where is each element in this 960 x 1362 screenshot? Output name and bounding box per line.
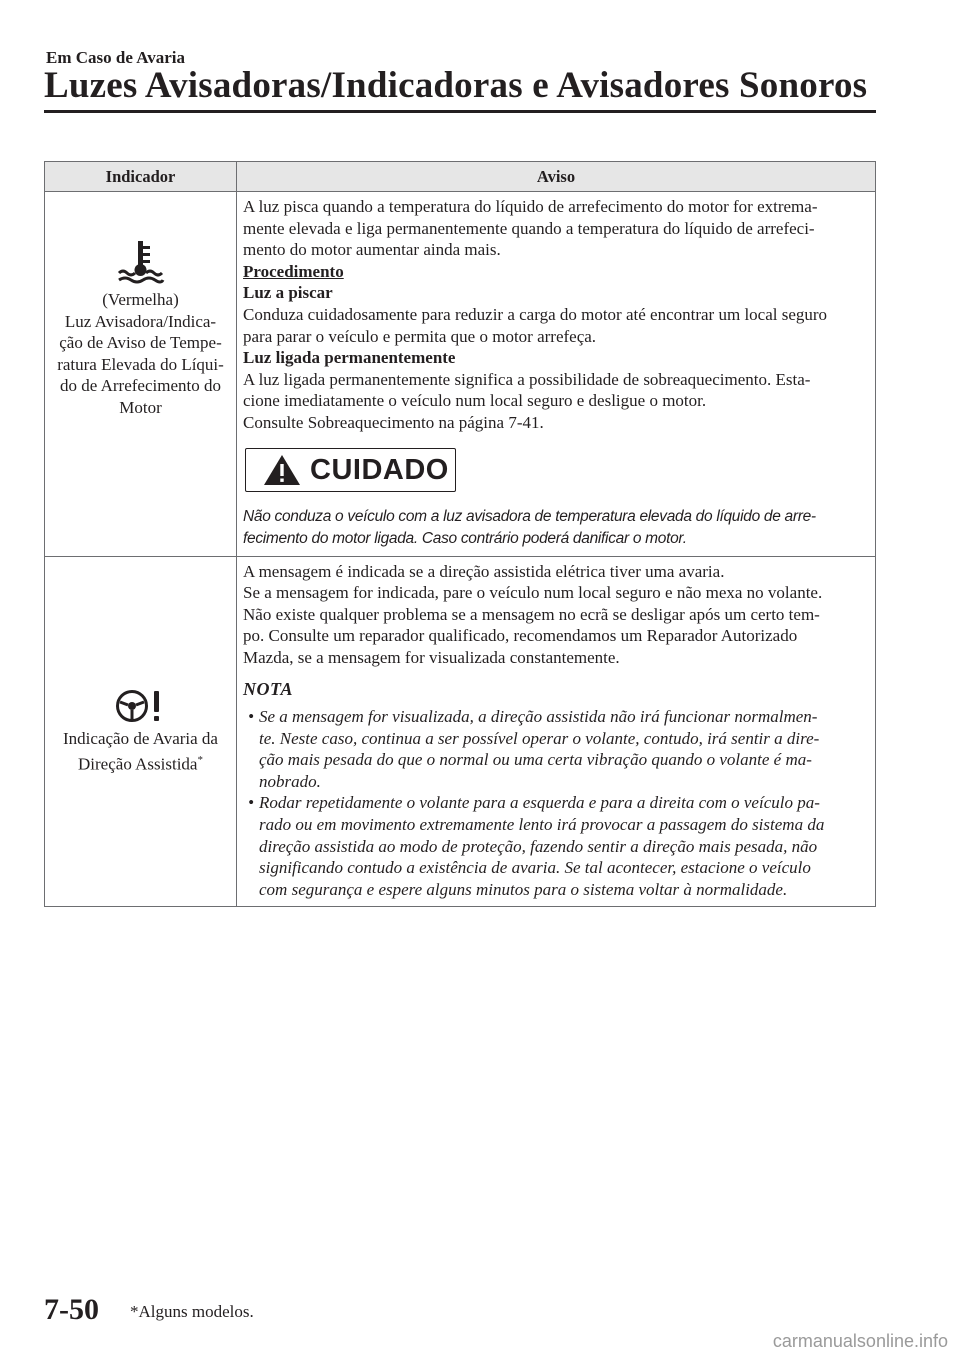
- warning-text-line: cione imediatamente o veículo num local seguro e desligue o motor.: [243, 391, 707, 411]
- indicator-name: [45, 311, 236, 419]
- note-text-line: rado ou em movimento extremamente lento irá provocar a passagem do sistema da: [259, 815, 825, 835]
- warning-text-line: para parar o veículo e permita que o motor arrefeça.: [243, 326, 597, 346]
- warning-text-line: mente elevada e liga permanentemente quando a temperatura do líquido de arrefeci-: [243, 218, 815, 238]
- warning-text-line: A luz ligada permanentemente significa a possibilidade de sobreaquecimento. Esta-: [243, 369, 811, 389]
- caution-text-line: fecimento do motor ligada. Caso contrário poderá danificar o motor.: [243, 529, 687, 547]
- warning-text-line: Mazda, se a mensagem for visualizada constantemente.: [243, 647, 620, 667]
- indicator-color: (Vermelha): [102, 289, 179, 309]
- note-text-line: Rodar repetidamente o volante para a esquerda e para a direita com o veículo pa-: [259, 793, 820, 813]
- steering-warning-icon: [45, 688, 236, 724]
- indicator-name-line: Indicação de Avaria da: [63, 729, 218, 749]
- page-number: 7-50: [44, 1293, 99, 1326]
- warning-text-line: A luz pisca quando a temperatura do líquido de arrefecimento do motor for extrema-: [243, 197, 818, 216]
- indicator-name-line: Motor: [119, 397, 162, 417]
- note-text-line: com segurança e espere alguns minutos para o sistema voltar à normalidade.: [259, 879, 788, 899]
- footnote: *Alguns modelos.: [130, 1302, 254, 1321]
- steady-heading: Luz ligada permanentemente: [243, 348, 456, 368]
- page-title: Luzes Avisadoras/Indicadoras e Avisadores Sonoros: [44, 65, 868, 106]
- watermark: carmanualsonline.info: [772, 1331, 948, 1351]
- note-text-line: Se a mensagem for visualizada, a direção assistida não irá funcionar normalmen-: [259, 707, 818, 727]
- note-text-line: significando contudo a existência de avaria. Se tal acontecer, estacione o veículo: [259, 858, 811, 878]
- warning-text-line: po. Consulte um reparador qualificado, recomendamos um Reparador Autorizado: [243, 626, 798, 646]
- model-asterisk: *: [197, 753, 203, 766]
- indicator-name-line: Direção Assistida*: [78, 753, 203, 774]
- table-row: [45, 192, 876, 557]
- note-bullet: [243, 706, 869, 792]
- indicator-name: [45, 728, 236, 775]
- column-header-warning: Aviso: [237, 162, 876, 192]
- note-heading: NOTA: [243, 678, 294, 699]
- coolant-temperature-icon: [45, 239, 236, 285]
- indicator-name-line: ratura Elevada do Líqui-: [57, 354, 224, 374]
- warning-triangle-icon: [262, 453, 302, 487]
- caution-text-line: Não conduza o veículo com a luz avisadora de temperatura elevada do líquido de arre-: [243, 507, 816, 525]
- indicator-name-line: do de Arrefecimento do: [60, 376, 221, 396]
- caution-word: CUIDADO: [310, 453, 449, 486]
- warning-text-line: mento do motor aumentar ainda mais.: [243, 240, 501, 260]
- note-text-line: te. Neste caso, continua a ser possível operar o volante, contudo, irá sentir a dire-: [259, 728, 820, 748]
- note-text-line: ção mais pesada do que o normal ou uma certa vibração quando o volante é ma-: [259, 750, 812, 770]
- table-header-row: [45, 162, 876, 192]
- note-text-line: nobrado.: [259, 771, 321, 791]
- bullet-marker: •: [248, 793, 254, 813]
- warning-cell: [237, 556, 876, 907]
- warning-text-line: Não existe qualquer problema se a mensagem no ecrã se desligar após um certo tem-: [243, 604, 820, 624]
- indicator-name-line: ção de Aviso de Tempe-: [59, 333, 222, 353]
- note-bullet: [243, 792, 869, 900]
- warning-text-line: Se a mensagem for indicada, pare o veículo num local seguro e não mexa no volante.: [243, 583, 823, 603]
- indicator-name-line: Luz Avisadora/Indica-: [64, 311, 217, 331]
- bullet-marker: •: [248, 707, 254, 727]
- table-row: [45, 556, 876, 907]
- warning-text-line: A mensagem é indicada se a direção assistida elétrica tiver uma avaria.: [243, 561, 725, 581]
- procedure-heading: Procedimento: [243, 261, 344, 281]
- caution-label-box: [245, 448, 456, 492]
- warning-text-line: Conduza cuidadosamente para reduzir a carga do motor até encontrar um local seguro: [243, 304, 828, 324]
- column-header-indicator: Indicador: [45, 162, 237, 192]
- section-label: Em Caso de Avaria: [46, 48, 185, 67]
- note-text-line: direção assistida ao modo de proteção, fazendo sentir a direção mais pesada, não: [259, 836, 818, 856]
- title-rule: [44, 110, 876, 113]
- warning-text-line: Consulte Sobreaquecimento na página 7-41.: [243, 412, 544, 432]
- warning-cell: [237, 192, 876, 557]
- indicator-cell: [45, 192, 237, 557]
- flashing-heading: Luz a piscar: [243, 283, 333, 303]
- indicator-cell: [45, 556, 237, 907]
- indicator-table: [44, 161, 876, 907]
